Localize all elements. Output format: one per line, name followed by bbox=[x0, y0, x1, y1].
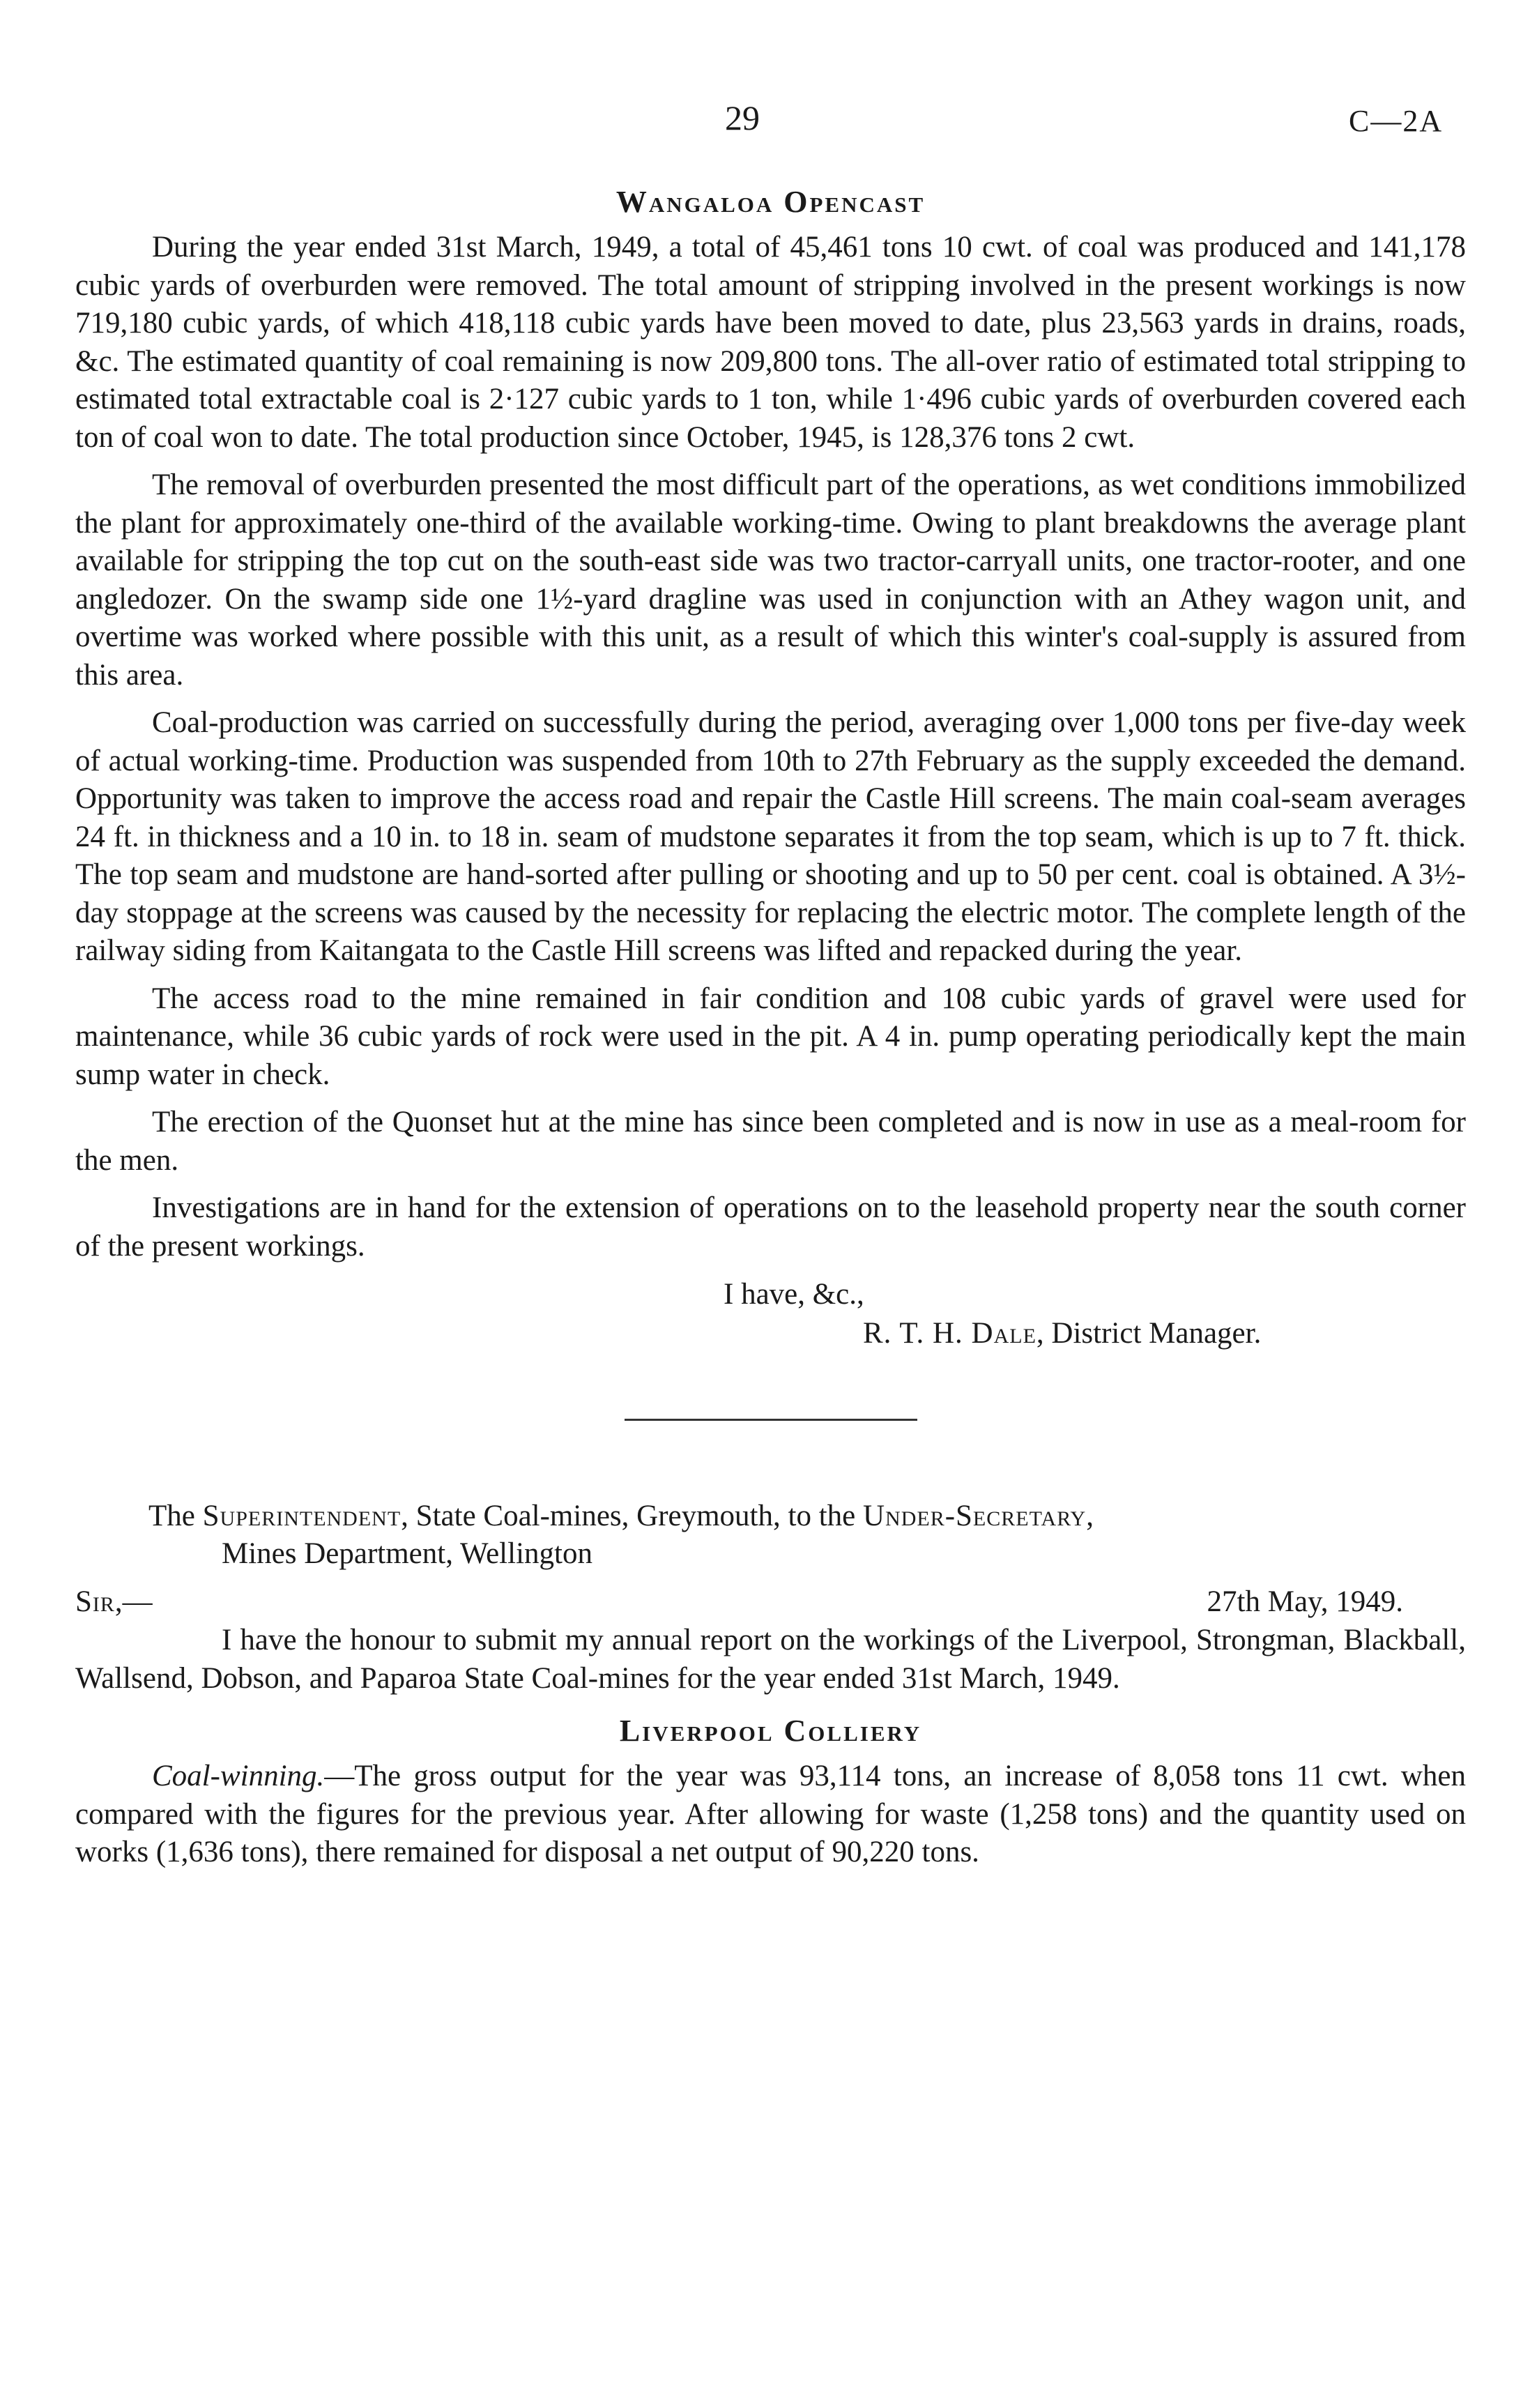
closing-phrase: I have, &c., bbox=[724, 1278, 864, 1311]
page-header bbox=[0, 98, 1530, 146]
signature bbox=[863, 1314, 1466, 1353]
section-heading-liverpool: Liverpool Colliery bbox=[619, 1714, 922, 1748]
address-suffix: , bbox=[1086, 1500, 1094, 1532]
closing-block bbox=[75, 1275, 1466, 1353]
salutation-dash: ,— bbox=[114, 1585, 153, 1618]
paragraph: The erection of the Quonset hut at the mine has since been completed and is now in use as a meal-room for the men. bbox=[75, 1106, 1466, 1177]
paragraph-text: —The gross output for the year was 93,114 tons, an increase of 8,058 tons 11 cwt. when compared with the figures for the previous year. After allowing for waste (1,258 tons) and the quantity used on works (1,636 tons), there remained for disposal a net output of 90,220 tons. bbox=[75, 1760, 1466, 1868]
section-divider bbox=[625, 1419, 917, 1421]
address-prefix: The bbox=[148, 1500, 203, 1532]
letter-address bbox=[75, 1498, 1466, 1573]
address-mid: , State Coal-mines, Greymouth, to the bbox=[401, 1500, 863, 1532]
paragraph: The removal of overburden presented the most difficult part of the operations, as wet conditions immobilized the plant for approximately one-third of the available working-time. Owing to plant breakdowns the average plant available for stripping the top cut on the south-east side was two tractor-carryall units, one tractor-rooter, and one angledozer. On the swamp side one 1½-yard dragline was used in conjunction with an Athey wagon unit, and overtime was worked where possible with this unit, as a result of which this winter's coal-supply is assured from this area. bbox=[75, 468, 1466, 692]
signature-name: R. T. H. Dale bbox=[863, 1317, 1036, 1350]
paragraph-coal-winning bbox=[75, 1758, 1466, 1872]
paragraph-lead: Coal-winning. bbox=[152, 1760, 325, 1792]
address-line-2: Mines Department, Wellington bbox=[222, 1537, 592, 1570]
salutation-word: Sir bbox=[75, 1585, 115, 1618]
page-number: 29 bbox=[725, 98, 760, 137]
address-from: Superintendent bbox=[202, 1500, 401, 1532]
document-reference: C—2A bbox=[1349, 104, 1444, 138]
paragraph: During the year ended 31st March, 1949, a total of 45,461 tons 10 cwt. of coal was produced and 141,178 cubic yards of overburden were removed. The total amount of stripping involved in the present workings is now 719,180 cubic yards, of which 418,118 cubic yards have been moved to date, plus 23,563 yards in drains, roads, &c. The estimated quantity of coal remaining is now 209,800 tons. The all-over ratio of estimated total stripping to estimated total extractable coal is 2·127 cubic yards to 1 ton, while 1·496 cubic yards of overburden covered each ton of coal won to date. The total production since October, 1945, is 128,376 tons 2 cwt. bbox=[75, 231, 1466, 454]
letter-intro: I have the honour to submit my annual report on the workings of the Liverpool, Strongman, Blackball, Wallsend, Dobson, and Paparoa State Coal-mines for the year ended 31st March, 1949. bbox=[75, 1624, 1466, 1695]
paragraph: Investigations are in hand for the extension of operations on to the leasehold property near the south corner of the present workings. bbox=[75, 1191, 1466, 1263]
page-content bbox=[75, 181, 1466, 1882]
section-heading-wangaloa: Wangaloa Opencast bbox=[615, 185, 926, 219]
paragraph: Coal-production was carried on successfully during the period, averaging over 1,000 tons per five-day week of actual working-time. Production was suspended from 10th to 27th February as the supply exceeded the demand. Opportunity was taken to improve the access road and repair the Castle Hill screens. The main coal-seam averages 24 ft. in thickness and a 10 in. to 18 in. seam of mudstone separates it from the top seam, which is up to 7 ft. thick. The top seam and mudstone are hand-sorted after pulling or shooting and up to 50 per cent. coal is obtained. A 3½-day stoppage at the screens was caused by the necessity for replacing the electric motor. The complete length of the railway siding from Kaitangata to the Castle Hill screens was lifted and repacked during the year. bbox=[75, 706, 1466, 967]
address-to: Under-Secretary bbox=[862, 1500, 1087, 1532]
salutation bbox=[75, 1583, 153, 1622]
address-line-1 bbox=[75, 1498, 1466, 1535]
letter-date: 27th May, 1949. bbox=[1207, 1585, 1403, 1618]
salutation-row bbox=[75, 1583, 1466, 1622]
paragraph: The access road to the mine remained in fair condition and 108 cubic yards of gravel were used for maintenance, while 36 cubic yards of rock were used in the pit. A 4 in. pump operating periodically kept the main sump water in check. bbox=[75, 982, 1466, 1091]
signature-title: , District Manager. bbox=[1036, 1317, 1262, 1350]
